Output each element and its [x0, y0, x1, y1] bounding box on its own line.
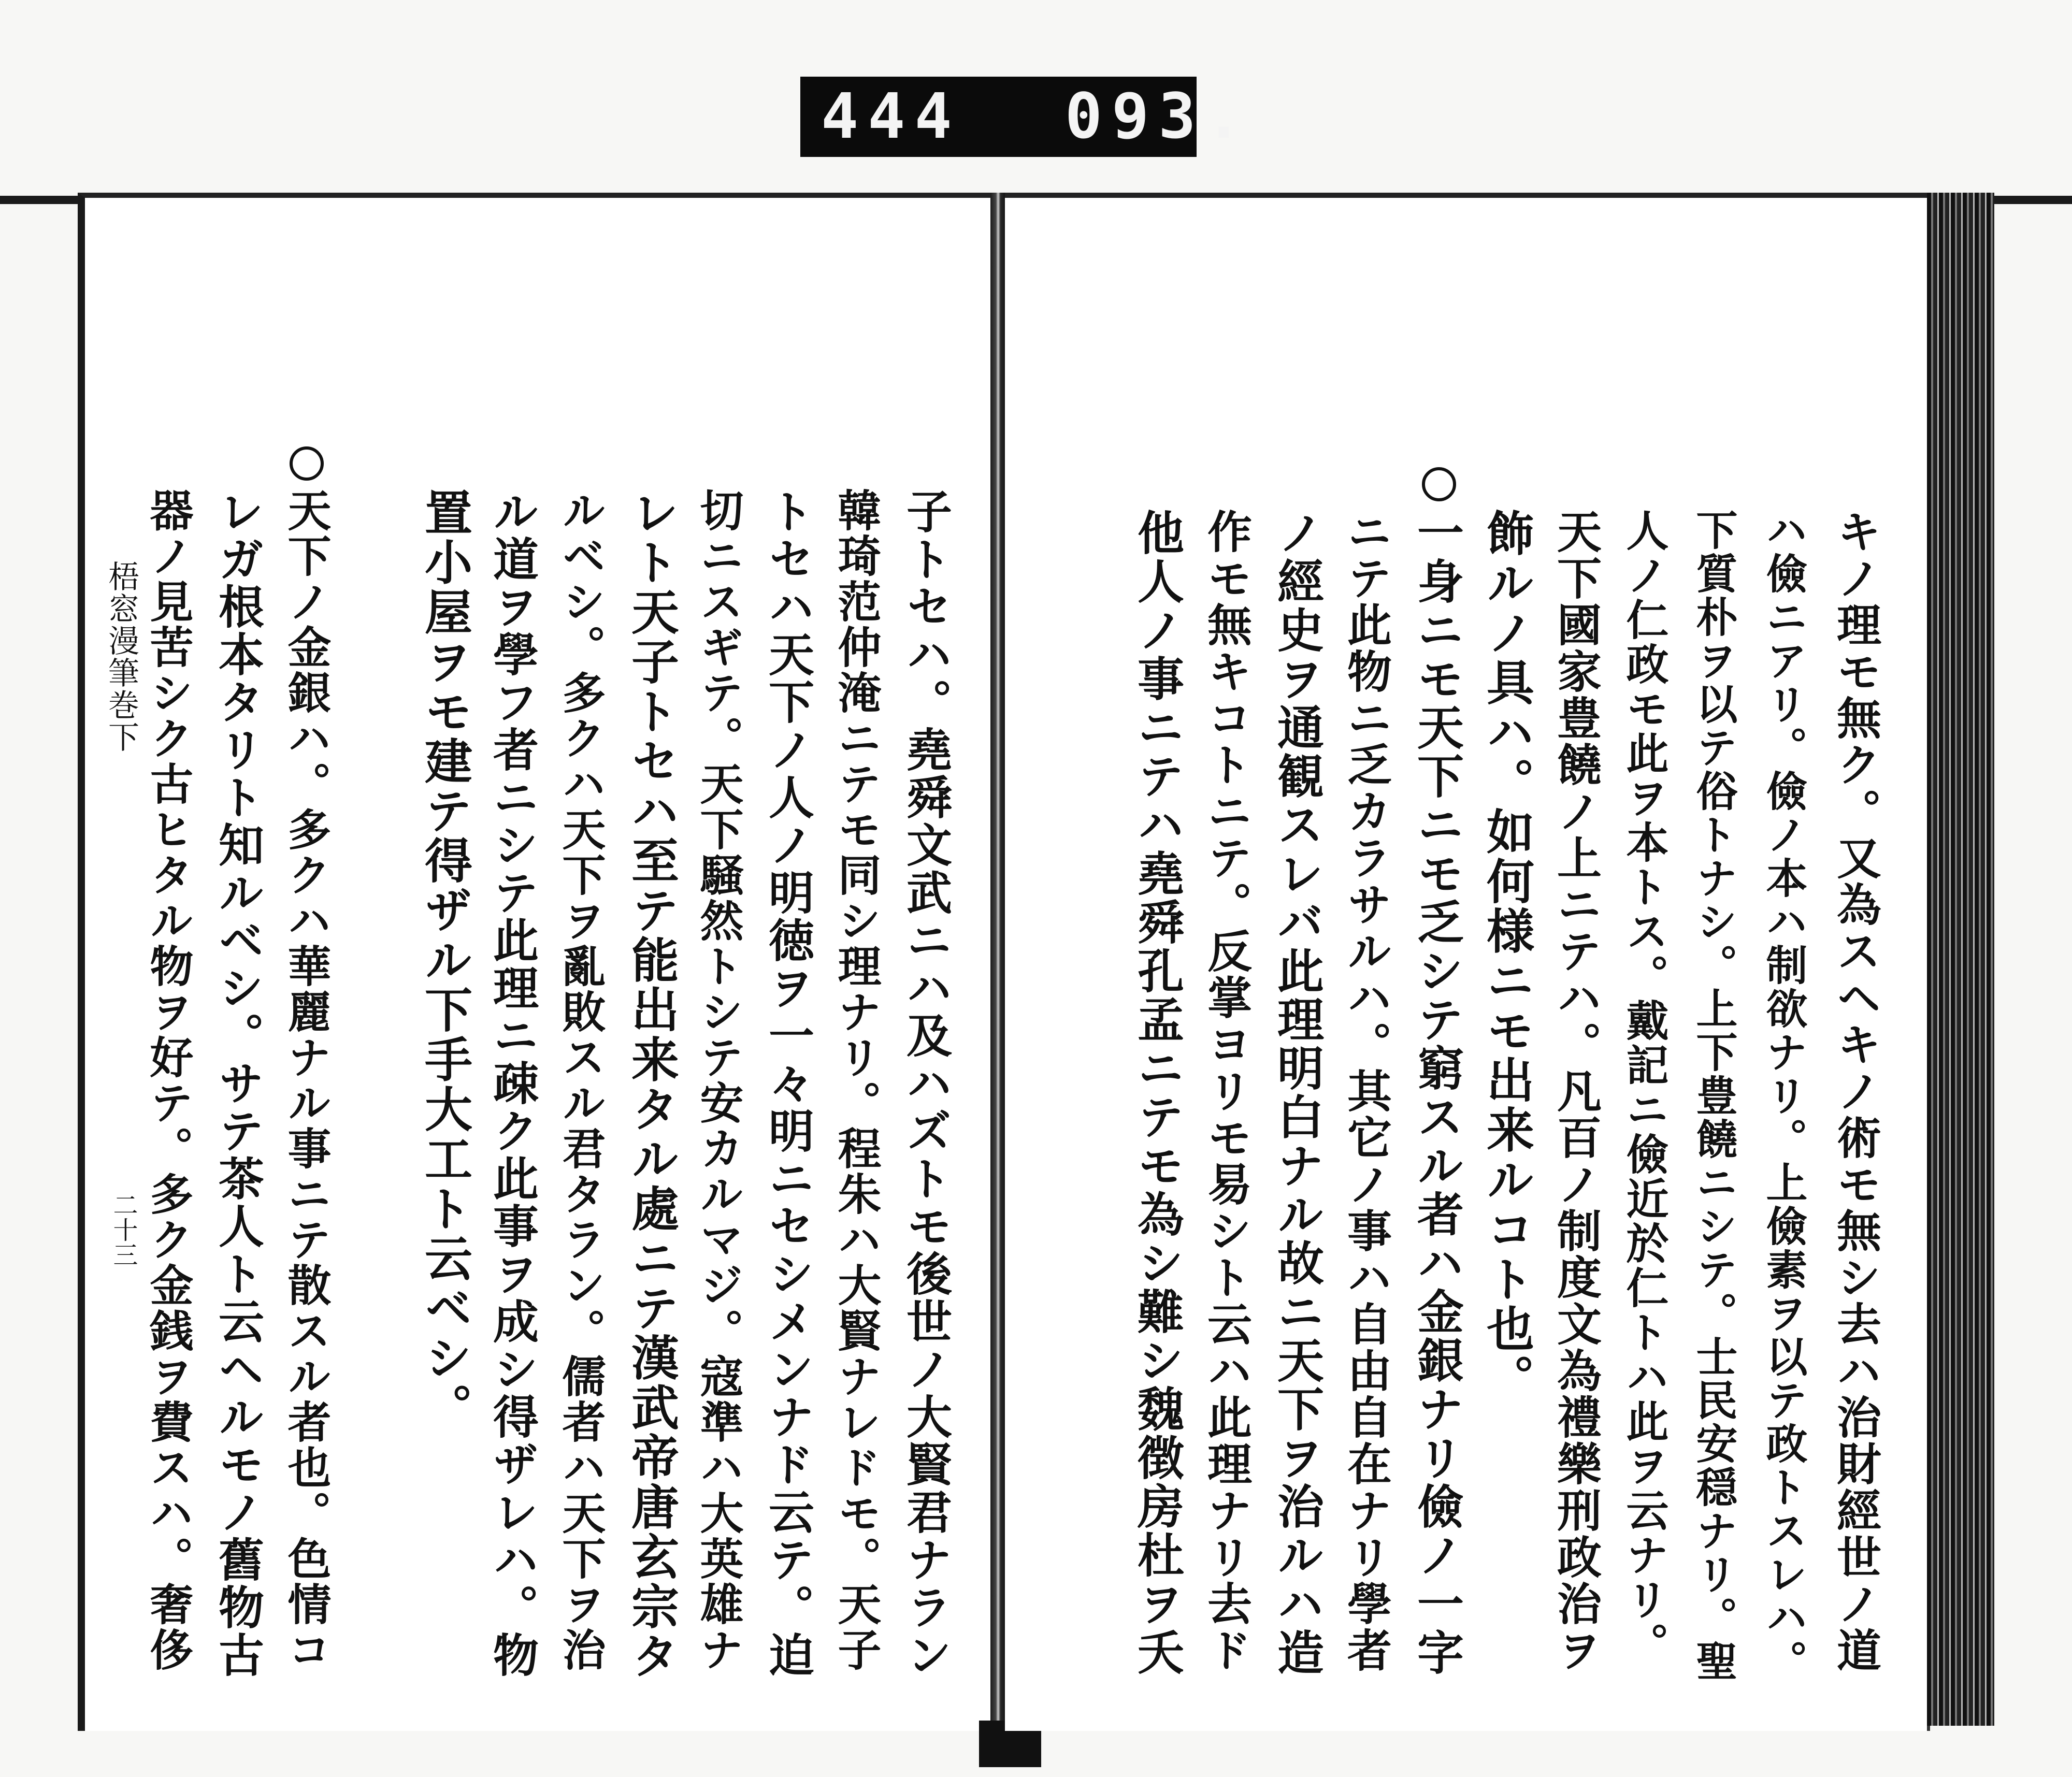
book-gutter — [990, 193, 1006, 1767]
text-column: 置小屋ヲモ建テ得ザル下手大工ト云ベシ。 — [417, 488, 473, 1433]
text-column: 天下國家豊饒ノ上ニテハ。凡百ノ制度文為禮樂刑政治ヲ — [1549, 509, 1602, 1674]
text-column: 作モ無キコトニテ。反掌ヨリモ易シト云ハ此理ナリ去ド — [1200, 509, 1252, 1674]
text-column: 下質朴ヲ以テ俗トナシ。上下豊饒ニシテ。士民安穏ナリ。聖 — [1689, 509, 1738, 1683]
text-column: レト天子トセハ至テ能出来タル處ニテ漢武帝唐玄宗タ — [624, 488, 680, 1681]
right-page — [1005, 193, 1930, 1731]
running-title: 梧窓漫筆巻下 — [103, 560, 139, 753]
paragraph-circle-mark — [1422, 467, 1456, 501]
book-spread — [78, 193, 1994, 1767]
text-column: 人ノ仁政モ此ヲ本トス。戴記ニ儉近於仁トハ此ヲ云ナリ。 — [1619, 509, 1669, 1667]
page-fore-edge — [1927, 193, 1994, 1726]
text-column: レガ根本タリト知ルベシ。サテ茶人ト云ヘルモノ舊物古 — [211, 488, 265, 1679]
page-folio: 二十三 — [109, 1192, 138, 1267]
text-column: 他人ノ事ニテハ堯舜孔孟ニテモ為シ難シ魏徴房杜ヲ夭 — [1129, 509, 1184, 1677]
text-column: 子トセハ。堯舜文武ニハ及ハズトモ後世ノ大賢君ナラン — [899, 488, 953, 1679]
microfilm-frame-label — [800, 77, 1252, 157]
reel-number: 444 — [821, 81, 961, 153]
text-column: 飾ルノ具ハ。如何様ニモ出来ルコト也。 — [1479, 509, 1535, 1404]
text-column: ルベシ。多クハ天下ヲ亂敗スル君タラン。儒者ハ天下ヲ治 — [555, 488, 607, 1673]
text-column: 器ノ見苦シク古ヒタル物ヲ好テ。多ク金銭ヲ費スハ。奢侈 — [143, 488, 194, 1673]
text-column: 一身ニモ天下ニモ乏シテ窮スル者ハ金銀ナリ儉ノ一字 — [1409, 509, 1464, 1677]
text-column: ル道ヲ學フ者ニシテ此理ニ疎ク此事ヲ成シ得ザレハ。物 — [486, 488, 540, 1679]
text-column: 切ニスギテ。天下騒然トシテ安カルマジ。寇準ハ大英雄ナ — [693, 488, 744, 1673]
text-column: 韓琦范仲淹ニテモ同シ理ナリ。程朱ハ大賢ナレドモ。天子 — [831, 488, 882, 1673]
left-page — [78, 193, 998, 1731]
text-column: 天下ノ金銀ハ。多クハ華麗ナル事ニテ散スル者也。色情コ — [281, 488, 332, 1673]
frame-number: 093. — [1064, 81, 1252, 153]
text-column: トセハ天下ノ人ノ明徳ヲ一々明ニセシメンナド云テ。迫 — [761, 488, 815, 1679]
text-column: キノ理モ無ク。又為スヘキノ術モ無シ去ハ治財經世ノ道 — [1829, 509, 1881, 1674]
text-column: ハ儉ニアリ。儉ノ本ハ制欲ナリ。上儉素ヲ以テ政トスレハ。 — [1759, 509, 1808, 1683]
paragraph-circle-mark — [290, 446, 324, 481]
text-column: ノ經史ヲ通観スレバ此理明白ナル故ニ天下ヲ治ルハ造 — [1269, 509, 1324, 1677]
text-column: ニテ此物ニ乏カラサルハ。其它ノ事ハ自由自在ナリ學者 — [1340, 509, 1392, 1674]
